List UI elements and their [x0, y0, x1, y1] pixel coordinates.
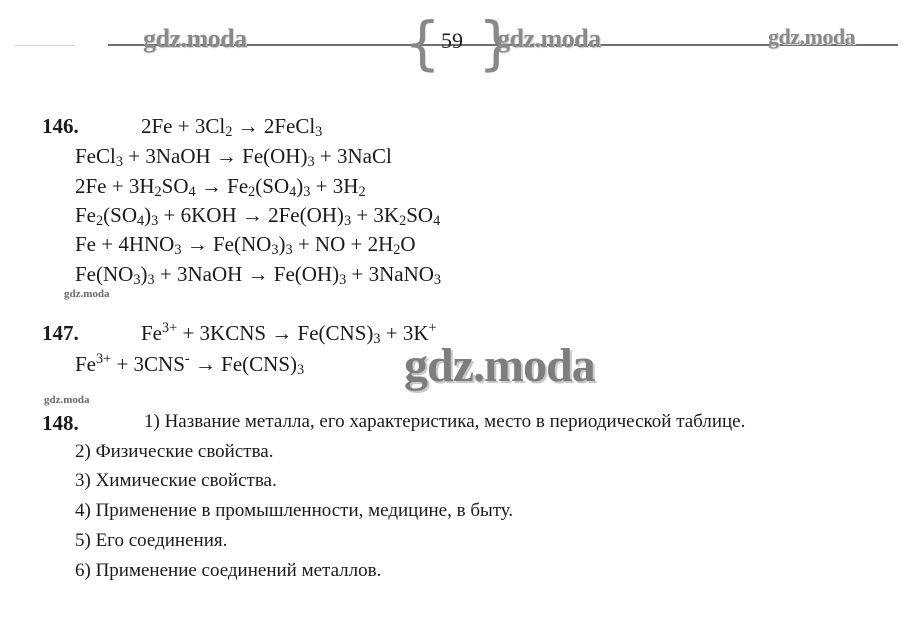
task-146-equation-3: $2Fe + 3H_2SO_4 \to Fe_2(SO_4)_3 + 3H_2$	[75, 174, 366, 201]
watermark-small-1: gdz.moda	[64, 288, 110, 300]
task-146-equation-5: $Fe + 4HNO_3 \to Fe(NO_3)_3$ + NO + $2H_2O$	[75, 232, 416, 259]
page-number: 59	[441, 28, 463, 53]
task-146-equation-2: FeCl$_3$ + 3NaOH → $Fe(OH)_3$ + 3NaCl	[75, 144, 392, 171]
watermark-small-2: gdz.moda	[44, 394, 90, 406]
watermark-header-center: gdz.moda	[497, 24, 601, 53]
task-146-equation-6: $Fe(NO_3)_3$ + 3NaOH → $Fe(OH)_3$ + 3NaNO$_3$	[75, 262, 442, 289]
task-148-item-6: 6) Применение соединений металлов.	[75, 560, 382, 581]
task-148-item-2: 2) Физические свойства.	[75, 441, 274, 462]
watermark-header-left: gdz.moda	[143, 24, 247, 53]
task-146-equation-4: $Fe_2(SO_4)_3 + 6KOH \to 2Fe(OH)_3 + 3K_2SO_4$	[75, 203, 441, 230]
right-brace-icon: }	[478, 9, 515, 77]
watermark-header-right: gdz.moda	[768, 24, 856, 49]
task-148-item-3: 3) Химические свойства.	[75, 470, 277, 491]
task-146-equation-1: $2Fe + 3Cl_2$ → 2FeCl$_3$	[141, 114, 323, 141]
task-147-equation-2: $Fe^{3+} + 3CNS^- \to Fe(CNS)_3$	[75, 351, 305, 379]
task-148-item-4: 4) Применение в промышленности, медицине, в быту.	[75, 500, 514, 521]
task-148-number: 148.	[42, 411, 79, 435]
header-rule-left	[15, 45, 75, 46]
task-147-equation-1: $Fe^{3+}$ + 3KCNS → $Fe(CNS)_3 + 3K^+$	[141, 320, 437, 348]
task-148-item-1: 1) Название металла, его характеристика, место в периодической таблице.	[144, 411, 746, 432]
task-148-item-5: 5) Его соединения.	[75, 530, 228, 551]
task-146-number: 146.	[42, 114, 79, 138]
task-147-number: 147.	[42, 321, 79, 345]
left-brace-icon: {	[404, 9, 441, 77]
watermark-large: gdz.moda	[404, 339, 595, 392]
